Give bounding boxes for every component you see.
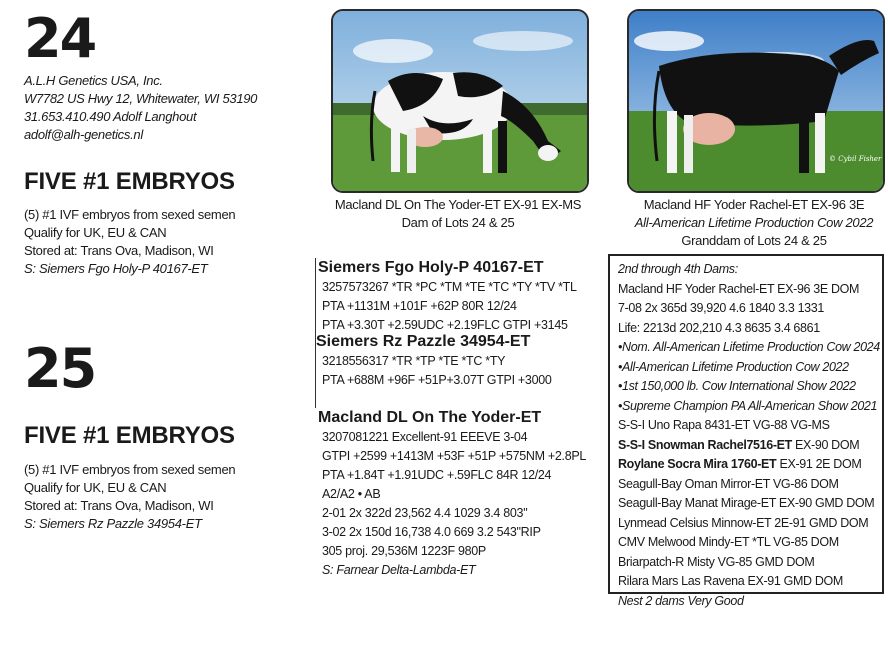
caption-subtitle: Dam of Lots 24 & 25 <box>401 215 515 230</box>
dam-sire-line: S: Farnear Delta-Lambda-ET <box>322 563 476 577</box>
dam-entry: S-S-I Uno Rapa 8431-ET VG-88 VG-MS <box>618 418 830 432</box>
pedigree-line: PTA +688M +96F +51P+3.07T GTPI +3000 <box>322 373 552 387</box>
pedigree-line: 3207081221 Excellent-91 EEEVE 3-04 <box>322 430 528 444</box>
lot-25-title: FIVE #1 EMBRYOS <box>24 422 235 449</box>
desc-line: Qualify for UK, EU & CAN <box>24 480 167 495</box>
pedigree-line: 3257573267 *TR *PC *TM *TE *TC *TY *TV *TL <box>322 280 577 294</box>
sire-holy-block <box>318 258 577 335</box>
dams-heading: 2nd through 4th Dams: <box>618 262 738 276</box>
cow-photo-image <box>629 11 883 191</box>
pedigree-line: GTPI +2599 +1413M +53F +51P +575NM +2.8PL <box>322 449 587 463</box>
honor-line: •Nom. All-American Lifetime Production Cow 2024 <box>618 340 880 354</box>
dam-entry-name: S-S-I Snowman Rachel7516-ET <box>618 437 792 452</box>
caption-award: All-American Lifetime Production Cow 2022 <box>634 215 874 230</box>
dam-entry: Lynmead Celsius Minnow-ET 2E-91 GMD DOM <box>618 515 869 530</box>
desc-line: Stored at: Trans Ova, Madison, WI <box>24 498 214 513</box>
cow-photo-yoder <box>331 9 589 193</box>
pedigree-line: 2-01 2x 322d 23,562 4.4 1029 3.4 803" <box>322 506 528 520</box>
pedigree-line: PTA +3.30T +2.59UDC +2.19FLC GTPI +3145 <box>322 318 568 332</box>
consignor-line: 31.653.410.490 Adolf Langhout <box>24 109 197 124</box>
desc-line: Stored at: Trans Ova, Madison, WI <box>24 243 214 258</box>
lot-24-number: 24 <box>24 7 96 70</box>
pedigree-line: 3218556317 *TR *TP *TE *TC *TY <box>322 354 506 368</box>
production-record: Life: 2213d 202,210 4.3 8635 3.4 6861 <box>618 320 820 335</box>
dam-block <box>318 408 586 580</box>
lot-25-number: 25 <box>24 337 96 400</box>
consignor-line: adolf@alh-genetics.nl <box>24 127 143 142</box>
sire-name: Siemers Fgo Holy-P 40167-ET <box>318 259 544 276</box>
sire-line: S: Siemers Rz Pazzle 34954-ET <box>24 516 202 531</box>
dam-name: Macland DL On The Yoder-ET <box>318 409 542 426</box>
dam-entry: Briarpatch-R Misty VG-85 GMD DOM <box>618 554 815 569</box>
honor-line: •1st 150,000 lb. Cow International Show 2022 <box>618 379 856 393</box>
cow-photo-rachel <box>627 9 885 193</box>
consignor-line: W7782 US Hwy 12, Whitewater, WI 53190 <box>24 91 258 106</box>
dam-entry: CMV Melwood Mindy-ET *TL VG-85 DOM <box>618 535 839 549</box>
dam-entry-rest: EX-91 2E DOM <box>776 457 862 471</box>
production-record: 7-08 2x 365d 39,920 4.6 1840 3.3 1331 <box>618 301 824 315</box>
pedigree-line: A2/A2 • AB <box>322 487 381 501</box>
sire-name: Siemers Rz Pazzle 34954-ET <box>316 333 531 350</box>
honor-line: •Supreme Champion PA All-American Show 2021 <box>618 398 878 413</box>
desc-line: (5) #1 IVF embryos from sexed semen <box>24 462 236 477</box>
desc-line: (5) #1 IVF embryos from sexed semen <box>24 207 236 222</box>
caption-name: Macland HF Yoder Rachel-ET EX-96 3E <box>643 197 865 212</box>
lot-24-description <box>24 206 235 278</box>
desc-line: Qualify for UK, EU & CAN <box>24 225 167 240</box>
consignor-info <box>24 72 257 144</box>
caption-name: Macland DL On The Yoder-ET EX-91 EX-MS <box>334 197 582 212</box>
photo-2-caption <box>614 196 888 250</box>
sire-line: S: Siemers Fgo Holy-P 40167-ET <box>24 261 208 276</box>
dam-entry: Seagull-Bay Oman Mirror-ET VG-86 DOM <box>618 476 839 491</box>
pedigree-line: PTA +1131M +101F +62P 80R 12/24 <box>322 299 517 313</box>
lot-24-title: FIVE #1 EMBRYOS <box>24 168 235 195</box>
consignor-line: A.L.H Genetics USA, Inc. <box>24 73 163 88</box>
dam-entry <box>618 436 882 456</box>
pedigree-line: 305 proj. 29,536M 1223F 980P <box>322 544 486 558</box>
photo-1-caption <box>318 196 598 232</box>
dam-entry-name: Roylane Socra Mira 1760-ET <box>618 457 777 471</box>
sire-pazzle-block <box>316 332 552 390</box>
dam-entry <box>618 455 882 475</box>
photo-watermark: © Cybil Fisher <box>829 155 882 163</box>
dams-footer: Nest 2 dams Very Good <box>618 593 744 608</box>
pedigree-line: PTA +1.84T +1.91UDC +.59FLC 84R 12/24 <box>322 468 552 482</box>
caption-subtitle: Granddam of Lots 24 & 25 <box>681 233 827 248</box>
lot-25-description <box>24 461 235 533</box>
pedigree-line: 3-02 2x 150d 16,738 4.0 669 3.2 543"RIP <box>322 525 541 539</box>
cow-photo-image <box>333 11 587 191</box>
dam-entry: Seagull-Bay Manat Mirage-ET EX-90 GMD DOM <box>618 496 875 510</box>
dam-entry: Rilara Mars Las Ravena EX-91 GMD DOM <box>618 574 843 588</box>
dam-entry: Macland HF Yoder Rachel-ET EX-96 3E DOM <box>618 281 860 296</box>
dam-entry-rest: EX-90 DOM <box>791 437 860 452</box>
maternal-line-box <box>608 254 884 608</box>
honor-line: •All-American Lifetime Production Cow 2022 <box>618 359 849 374</box>
